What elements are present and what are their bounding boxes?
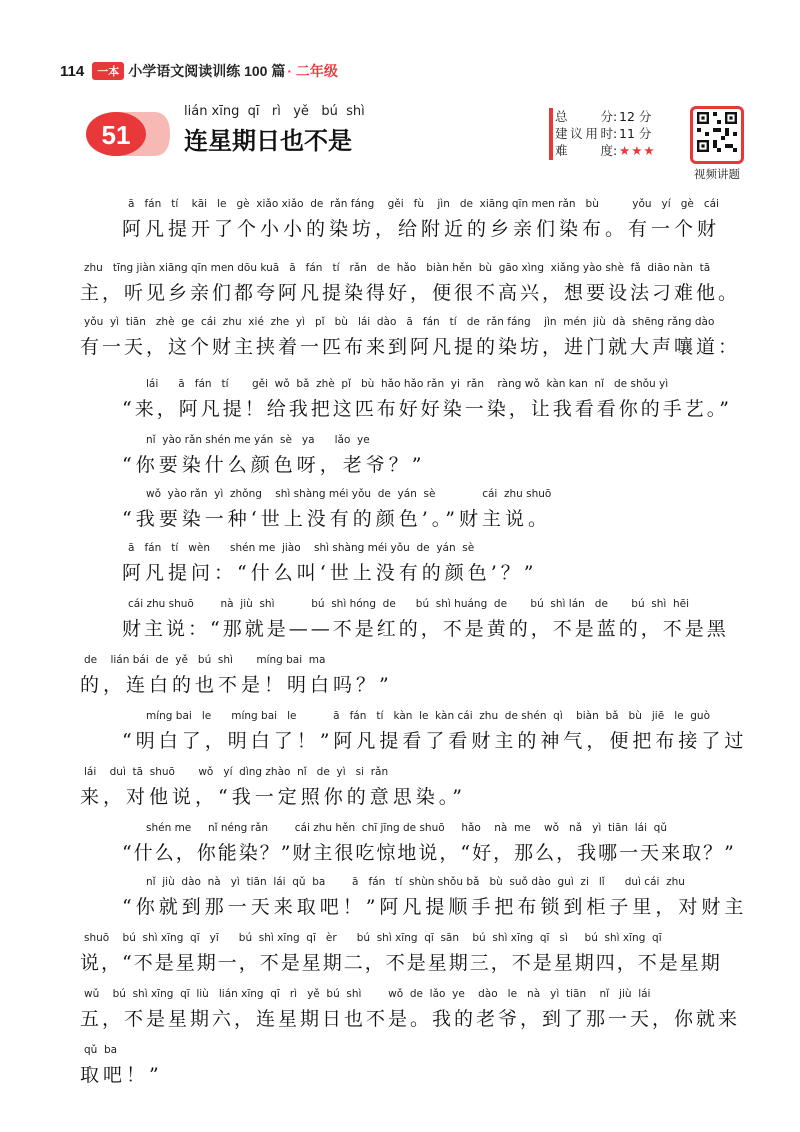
series-title: 小学语文阅读训练 100 篇 xyxy=(128,63,286,79)
pinyin-line: shén me nǐ néng rǎn cái zhu hěn chī jīng de shuō hǎo nà me wǒ nǎ yì tiān lái qǔ xyxy=(146,822,668,834)
hanzi-line: “你要染什么颜色呀，老爷？” xyxy=(122,454,426,476)
hanzi-line: 取吧！” xyxy=(80,1064,163,1086)
difficulty-stars: ★★★ xyxy=(619,143,656,158)
hanzi-line: 的，连白的也不是！明白吗？” xyxy=(80,674,393,696)
hanzi-line: 有一天，这个财主挟着一匹布来到阿凡提的染坊，进门就大声嚷道： xyxy=(80,336,741,358)
hanzi-line: 说，“不是星期一，不是星期二，不是星期三，不是星期四，不是星期 xyxy=(80,952,722,974)
hanzi-line: 五，不是星期六，连星期日也不是。我的老爷，到了那一天，你就来 xyxy=(80,1008,741,1030)
lesson-number: 51 xyxy=(101,120,131,150)
hanzi-line: “你就到那一天来取吧！”阿凡提顺手把布锁到柜子里，对财主 xyxy=(122,896,748,918)
pinyin-line: cái zhu shuō nà jiù shì bú shì hóng de bú shì huáng de bú shì lán de bú shì hēi xyxy=(128,598,690,610)
title-pinyin: lián xīng qī rì yě bú shì xyxy=(184,104,365,119)
hanzi-line: 阿凡提开了个小小的染坊，给附近的乡亲们染布。有一个财 xyxy=(122,218,721,240)
hanzi-line: “明白了，明白了！”阿凡提看了看财主的神气，便把布接了过 xyxy=(122,730,748,752)
time-value: 11 分 xyxy=(619,126,652,141)
page-number: 114 xyxy=(60,62,85,80)
pinyin-line: ā fán tí wèn shén me jiào shì shàng méi yǒu de yán sè xyxy=(128,542,475,554)
pinyin-line: zhu tīng jiàn xiāng qīn men dōu kuā ā fán tí rǎn de hǎo biàn hěn bù gāo xìng xiǎng yào shè fǎ diāo nàn tā xyxy=(84,262,711,274)
qr-caption: 视频讲题 xyxy=(694,167,740,181)
pinyin-line: wǒ yào rǎn yì zhǒng shì shàng méi yǒu de yán sè cái zhu shuō xyxy=(146,488,552,500)
pinyin-line: qǔ ba xyxy=(84,1044,118,1056)
lesson-title: 连星期日也不是 xyxy=(184,128,352,155)
hanzi-line: “我要染一种‘世上没有的颜色’。”财主说。 xyxy=(122,508,552,530)
score-label: 总分 xyxy=(555,109,613,124)
brand-logo: 一本 xyxy=(92,62,124,80)
hanzi-line: “什么，你能染？”财主很吃惊地说，“好，那么，我哪一天来取？” xyxy=(122,842,736,864)
pinyin-line: wǔ bú shì xīng qī liù lián xīng qī rì yě bú shì wǒ de lǎo ye dào le nà yì tiān nǐ jiù lái xyxy=(84,988,651,1000)
hanzi-line: “来，阿凡提！给我把这匹布好好染一染，让我看看你的手艺。” xyxy=(122,398,732,420)
time-row: 建议用时 : 11 分 xyxy=(555,126,652,141)
pinyin-line: shuō bú shì xīng qī yī bú shì xīng qī èr bú shì xīng qī sān bú shì xīng qī sì bú shì xīng qī xyxy=(84,932,662,944)
hanzi-line: 财主说：“那就是——不是红的，不是黄的，不是蓝的，不是黑 xyxy=(122,618,729,640)
grade-label: · 二年级 xyxy=(287,63,338,79)
difficulty-label: 难度 xyxy=(555,143,613,158)
hanzi-line: 来，对他说，“我一定照你的意思染。” xyxy=(80,786,466,808)
score-row: 总分 : 12 分 xyxy=(555,109,652,124)
time-label: 建议用时 xyxy=(555,126,613,141)
hanzi-line: 阿凡提问：“什么叫‘世上没有的颜色’？” xyxy=(122,562,538,584)
score-value: 12 分 xyxy=(619,109,652,124)
pinyin-line: míng bai le míng bai le ā fán tí kàn le kàn cái zhu de shén qì biàn bǎ bù jiē le guò xyxy=(146,710,710,722)
pinyin-line: de lián bái de yě bú shì míng bai ma xyxy=(84,654,326,666)
hanzi-line: 主，听见乡亲们都夸阿凡提染得好，便很不高兴，想要设法刁难他。 xyxy=(80,282,741,304)
pinyin-line: nǐ yào rǎn shén me yán sè ya lǎo ye xyxy=(146,434,370,446)
pinyin-line: ā fán tí kāi le gè xiǎo xiǎo de rǎn fáng gěi fù jìn de xiāng qīn men rǎn bù yǒu yí gè cái xyxy=(128,198,719,210)
pinyin-line: lái duì tā shuō wǒ yí dìng zhào nǐ de yì si rǎn xyxy=(84,766,389,778)
pinyin-line: yǒu yì tiān zhè ge cái zhu xié zhe yì pǐ bù lái dào ā fán tí de rǎn fáng jìn mén jiù dà shēng rǎng dào xyxy=(84,316,715,328)
difficulty-row: 难度 : ★★★ xyxy=(555,143,656,158)
pinyin-line: nǐ jiù dào nà yì tiān lái qǔ ba ā fán tí shùn shǒu bǎ bù suǒ dào guì zi lǐ duì cái zhu xyxy=(146,876,685,888)
pinyin-line: lái ā fán tí gěi wǒ bǎ zhè pǐ bù hǎo hǎo rǎn yi rǎn ràng wǒ kàn kan nǐ de shǒu yì xyxy=(146,378,669,390)
